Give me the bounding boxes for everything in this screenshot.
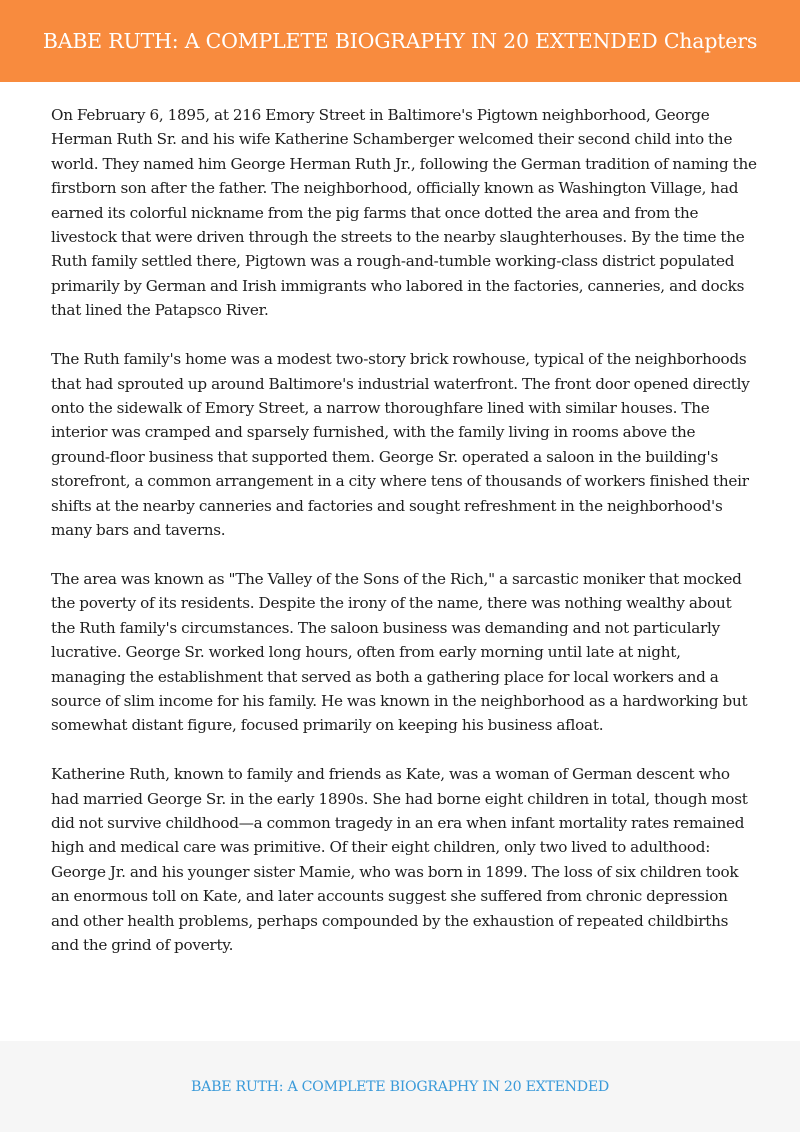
page-header [0,0,800,82]
paragraph: The Ruth family's home was a modest two-story brick rowhouse, typical of the neighborhoods that had sprouted up around Baltimore's industrial waterfront. The front door opened directly onto the sidewalk of Emory Street, a narrow thoroughfare lined with similar houses. The interior was cramped and sparsely furnished, with the family living in rooms above the ground-floor business that supported them. George Sr. operated a saloon in the building's storefront, a common arrangement in a city where tens of thousands of workers finished their shifts at the nearby canneries and factories and sought refreshment in the neighborhood's many bars and taverns. [51,350,750,539]
paragraph: Katherine Ruth, known to family and friends as Kate, was a woman of German descent who had married George Sr. in the early 1890s. She had borne eight children in total, though most did not survive childhood—a common tragedy in an era when infant mortality rates remained high and medical care was primitive. Of their eight children, only two lived to adulthood: George Jr. and his younger sister Mamie, who was born in 1899. The loss of six children took an enormous toll on Kate, and later accounts suggest she suffered from chronic depression and other health problems, perhaps compounded by the exhaustion of repeated childbirths and the grind of poverty. [51,765,748,955]
paragraph: On February 6, 1895, at 216 Emory Street in Baltimore's Pigtown neighborhood, George Herman Ruth Sr. and his wife Katherine Schamberger welcomed their second child into the world. They named him George Herman Ruth Jr., following the German tradition of naming the firstborn son after the father. The neighborhood, officially known as Washington Village, had earned its colorful nickname from the pig farms that once dotted the area and from the livestock that were driven through the streets to the nearby slaughterhouses. By the time the Ruth family settled there, Pigtown was a rough-and-tumble working-class district populated primarily by German and Irish immigrants who labored in the factories, canneries, and docks that lined the Patapsco River. [51,106,757,320]
paragraph: The area was known as "The Valley of the Sons of the Rich," a sarcastic moniker that mocked the poverty of its residents. Despite the irony of the name, there was nothing wealthy about the Ruth family's circumstances. The saloon business was demanding and not particularly lucrative. George Sr. worked long hours, often from early morning until late at night, managing the establishment that served as both a gathering place for local workers and a source of slim income for his family. He was known in the neighborhood as a hardworking but somewhat distant figure, focused primarily on keeping his business afloat. [51,569,748,735]
footer-link[interactable]: BABE RUTH: A COMPLETE BIOGRAPHY IN 20 EXTENDED [191,1078,609,1095]
page-footer [0,1041,800,1132]
page-title: BABE RUTH: A COMPLETE BIOGRAPHY IN 20 EXTENDED Chapters [42,29,758,53]
article-body [51,103,757,982]
